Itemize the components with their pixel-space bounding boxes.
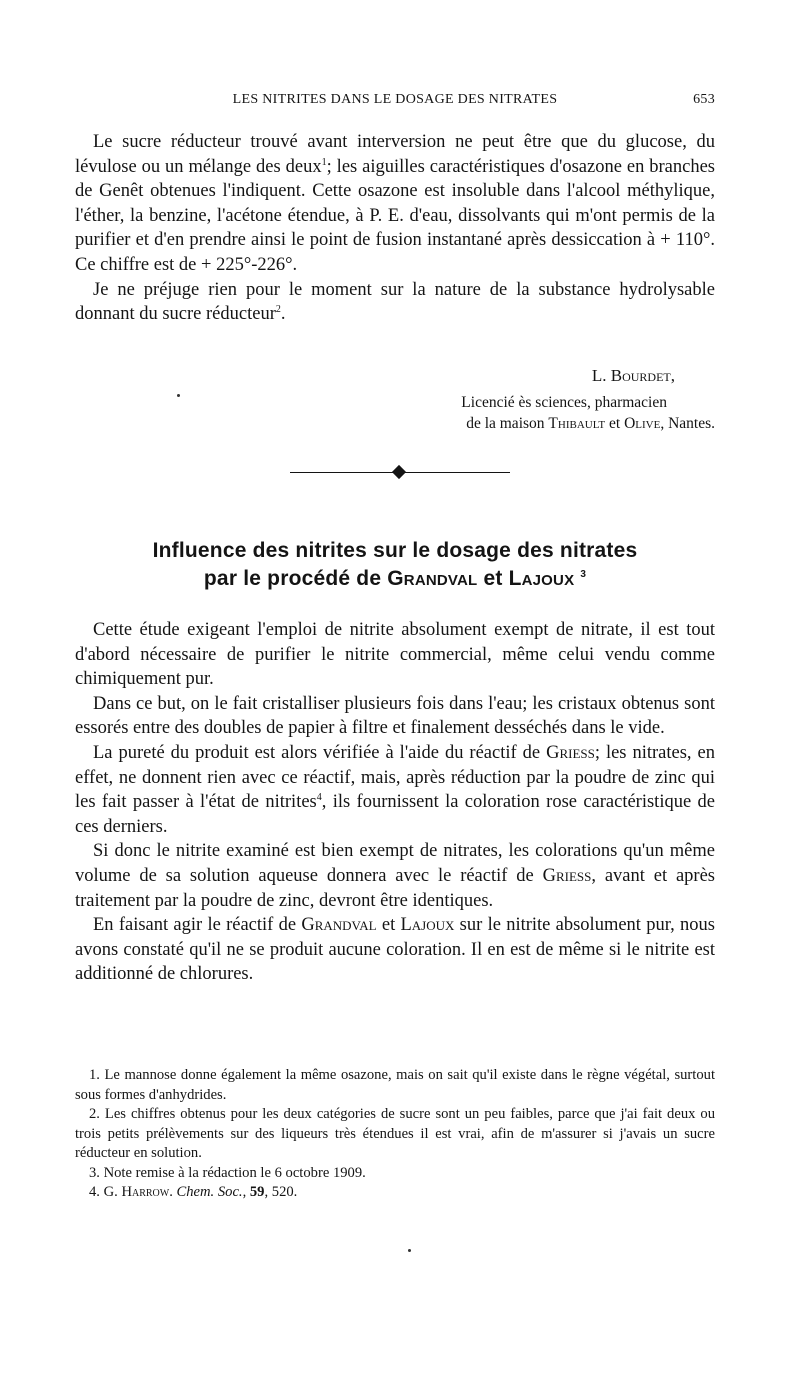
footnote-ref: 1 <box>321 156 327 168</box>
running-title: LES NITRITES DANS LE DOSAGE DES NITRATES <box>232 92 558 107</box>
footnote: 4. G. Harrow. Chem. Soc., 59, 520. <box>89 1184 298 1200</box>
footnote-ref: 4 <box>316 792 322 803</box>
running-header <box>75 92 715 114</box>
author-affiliation: de la maison Thibault et Olive, Nantes. <box>466 415 715 432</box>
paragraph: Le sucre réducteur trouvé avant interversion ne peut être que du glucose, du lévulose ou un mélange des deux$^1$; les aiguilles caractéristiques d'osazone en branches de Genêt obtenues l'indiquent. Cette osazone est insoluble dans l'alcool méthylique, l'éther, la benzine, l'acétone étendue, à P. E. d'eau, dissolvants qui m'ont permis de la purifier et d'en prendre ainsi le point de fusion instantané après dessiccation à + 110°. Ce chiffre est de + 225°-226°. <box>75 132 715 275</box>
paragraph: Si donc le nitrite examiné est bien exempt de nitrates, les colorations qu'un même volume de sa solution aqueuse donnera avec le réactif de Griess, avant et après traitement par la poudre de zinc, devront être identiques. <box>75 841 715 911</box>
print-speck <box>408 1249 411 1252</box>
paragraph: Dans ce but, on le fait cristalliser plusieurs fois dans l'eau; les cristaux obtenus sont essorés entre des doubles de papier à filtre et finalement desséchés dans le vide. <box>75 693 715 739</box>
article-body <box>75 618 715 987</box>
author-name: L. Bourdet, <box>591 366 675 385</box>
page-number: 653 <box>693 92 715 107</box>
paragraph: La pureté du produit est alors vérifiée à l'aide du réactif de Griess; les nitrates, en effet, ne donnent rien avec ce réactif, mais, après réduction par la poudre de zinc qui les fait passer à l'état de nitrites$^4$, ils fournissent la coloration rose caractéristique de ces derniers. <box>75 742 715 837</box>
author-title: Licencié ès sciences, pharmacien <box>461 394 667 411</box>
print-speck <box>177 394 180 397</box>
footnote: 3. Note remise à la rédaction le 6 octobre 1909. <box>89 1164 366 1181</box>
footnotes <box>75 1066 715 1203</box>
footnote-ref: 2 <box>275 304 281 315</box>
section-separator <box>290 466 510 478</box>
footnote: 2. Les chiffres obtenus pour les deux catégories de sucre sont un peu faibles, parce que j'ai fait deux ou trois petits prélèvements sur des liqueurs très étendues il est vrai, afin de m'assurer si j'avais un sucre réducteur en solution. <box>75 1106 715 1161</box>
diamond-ornament-icon <box>392 465 406 479</box>
footnote-ref: 3 <box>580 569 587 580</box>
paragraph: En faisant agir le réactif de Grandval et Lajoux sur le nitrite absolument pur, nous avons constaté qu'il ne se produit aucune coloration. Il en est de même si le nitrite est additionné de chlorures. <box>75 915 715 985</box>
footnote: 1. Le mannose donne également la même osazone, mais on sait qu'il existe dans le règne végétal, surtout sous formes d'anhydrides. <box>75 1067 715 1103</box>
article-title: Influence des nitrites sur le dosage des nitrates par le procédé de Grandval et Lajoux $^3$ <box>152 539 638 590</box>
signature-block <box>75 366 715 434</box>
paragraph: Je ne préjuge rien pour le moment sur la nature de la substance hydrolysable donnant du sucre réducteur$^2$. <box>75 279 715 325</box>
paragraph: Cette étude exigeant l'emploi de nitrite absolument exempt de nitrate, il est tout d'abord nécessaire de purifier le nitrite commercial, même celui vendu comme chimiquement pur. <box>75 620 715 690</box>
previous-article-body <box>75 130 715 327</box>
